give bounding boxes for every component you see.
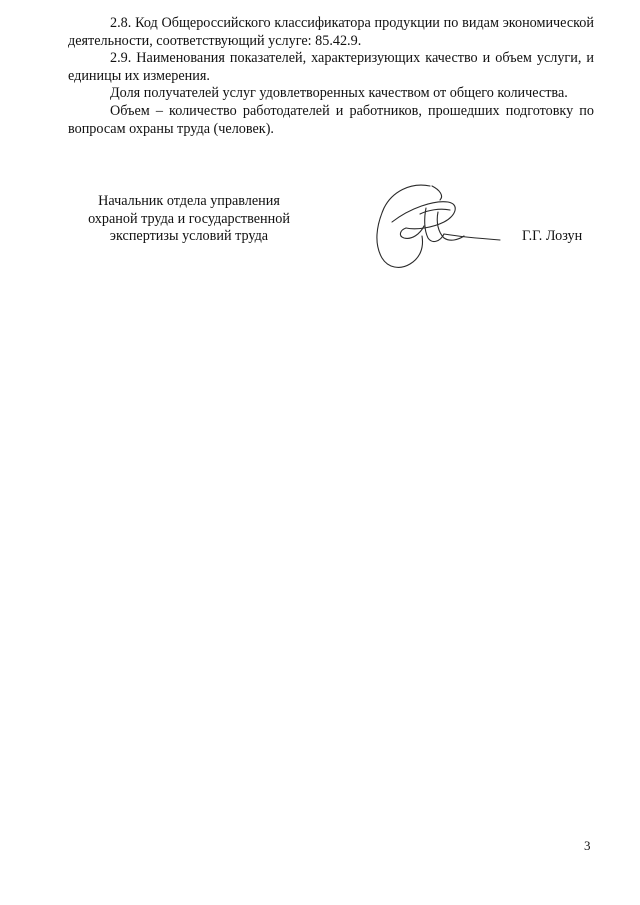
signatory-name: Г.Г. Лозун: [522, 228, 583, 244]
paragraph-quality-indicator: Доля получателей услуг удовлетворенных качеством от общего количества.: [110, 85, 568, 102]
paragraph-2-8: 2.8. Код Общероссийского классификатора продукции по видам экономической деятельности, соответствующий услуге: 85.42.9.: [68, 15, 594, 49]
handwritten-signature: [370, 178, 510, 272]
signatory-title: [66, 193, 312, 246]
signatory-title-line: экспертизы условий труда: [109, 228, 269, 245]
signatory-title-line: Начальник отдела управления: [98, 193, 280, 209]
paragraph-volume-indicator: Объем – количество работодателей и работников, прошедших подготовку по вопросам охраны труда (человек).: [68, 102, 594, 137]
page-number: 3: [584, 838, 591, 853]
paragraph-2-9: 2.9. Наименования показателей, характеризующих качество и объем услуги, и единицы их измерения.: [68, 50, 594, 84]
signatory-title-line: охраной труда и государственной: [88, 210, 290, 227]
body-text: [68, 15, 594, 138]
